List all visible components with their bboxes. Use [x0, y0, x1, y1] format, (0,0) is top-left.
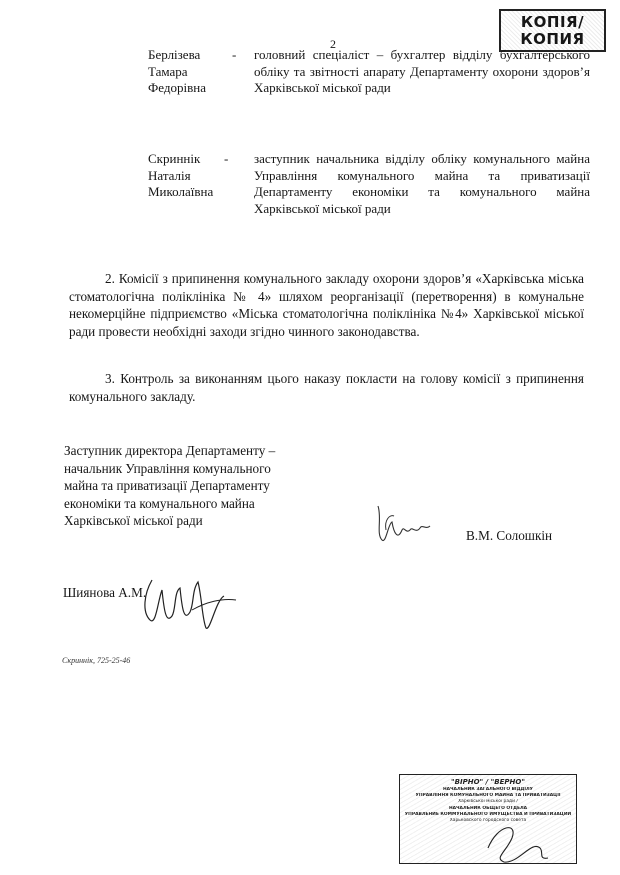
performer-signature: [132, 570, 242, 636]
director-signature: [372, 500, 434, 548]
stamp-line: УПРАВЛІННЯ КОМУНАЛЬНОГО МАЙНА ТА ПРИВАТИЗАЦІЇ: [415, 793, 561, 799]
copy-stamp-line1: КОПІЯ/: [520, 13, 585, 31]
position-line: майна та приватизації Департаменту: [64, 478, 270, 493]
member-name-line: Скриннік: [148, 151, 201, 166]
member-role: заступник начальника відділу обліку комунального майна Управління комунального майна та приватизації Департаменту економіки та комунального майна Харківської міської ради: [254, 151, 590, 216]
position-line: Заступник директора Департаменту –: [64, 443, 276, 458]
member-name-line: Наталія: [148, 167, 191, 183]
member-name-line: Тамара: [148, 63, 188, 79]
member-dash: -: [224, 151, 229, 166]
stamp-line: НАЧАЛЬНИК ОБЩЕГО ОТДЕЛА: [448, 805, 528, 811]
performer-name: Шиянова А.М.: [63, 585, 147, 600]
member-name-line: Федорівна: [148, 80, 206, 95]
page-number: 2: [330, 37, 336, 51]
position-line: економіки та комунального майна: [64, 495, 255, 511]
member-role: головний спеціаліст – бухгалтер відділу бухгалтерського обліку та звітності апарату Департаменту охорони здоров’я Харківської міської ради: [254, 47, 590, 95]
member-name-line: Берлізева: [148, 47, 201, 62]
position-line: начальник Управління комунального: [64, 460, 271, 476]
paragraph-3: 3. Контроль за виконанням цього наказу покласти на голову комісії з припинення комунального закладу.: [69, 371, 584, 404]
member-dash: -: [232, 47, 237, 62]
member-name-line: Миколаївна: [148, 184, 214, 199]
copy-stamp-line2: КОПИЯ: [520, 30, 585, 48]
stamp-line: "ВІРНО" / "ВЕРНО": [451, 778, 525, 786]
member-name: [148, 47, 238, 97]
position-line: Харківської міської ради: [64, 513, 203, 528]
stamp-signature: [478, 818, 558, 866]
stamp-line: УПРАВЛЕНИЕ КОММУНАЛЬНОГО ИМУЩЕСТВА И ПРИВАТИЗАЦИИ: [404, 811, 572, 817]
copy-stamp: [499, 9, 606, 52]
stamp-line: Харківської міської ради /: [458, 799, 518, 805]
stamp-line: НАЧАЛЬНИК ЗАГАЛЬНОГО ВІДДІЛУ: [442, 787, 534, 792]
stamp-line: Харьковского городского совета: [449, 818, 527, 824]
signatory-name: В.М. Солошкін: [466, 528, 553, 543]
signature-position: [64, 442, 324, 530]
paragraph-2: 2. Комісії з припинення комунального закладу охорони здоров’я «Харківська міська стоматологічна поліклініка № 4» шляхом реорганізації (перетворення) в комунальне некомерційне підприємство «Міська стоматологічна поліклініка №4» Харківської міської ради провести необхідні заходи згідно чинного законодавства.: [69, 271, 584, 339]
contact-info: Скриннік, 725-25-46: [62, 656, 131, 665]
